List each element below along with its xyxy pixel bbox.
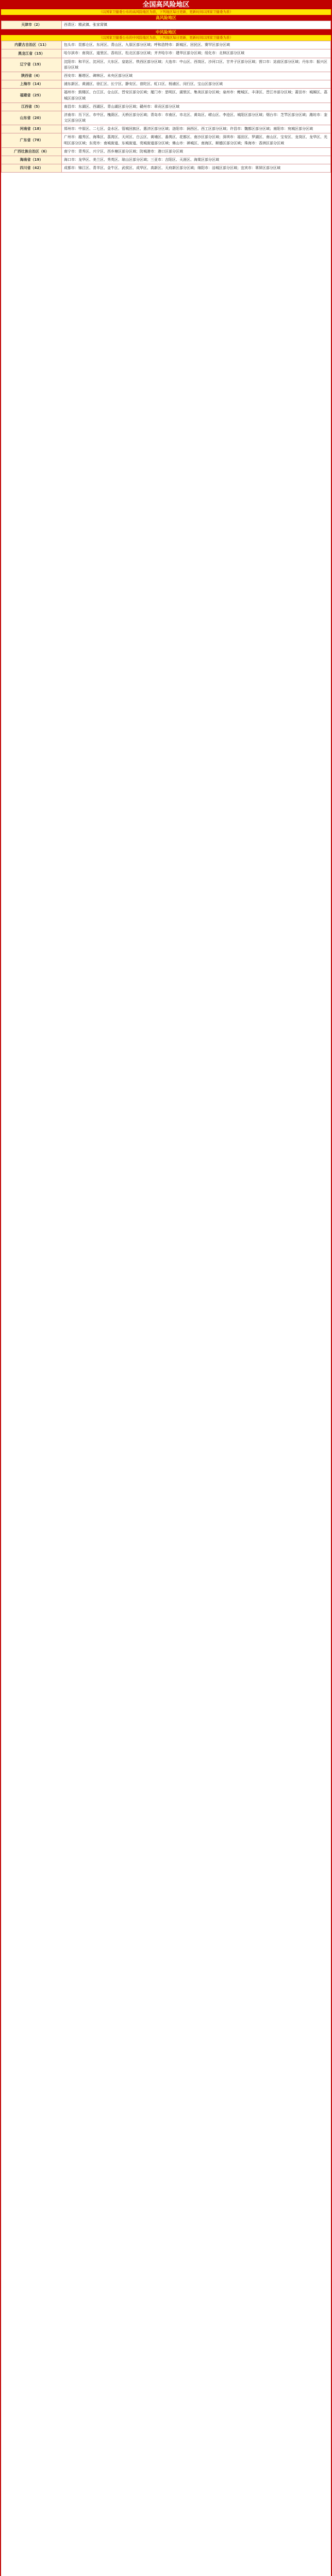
province-cell: 江西省（5） <box>2 103 62 111</box>
table-row <box>2 156 331 164</box>
table-row <box>2 80 331 89</box>
province-cell: 天津市（2） <box>2 21 62 29</box>
high-risk-table <box>1 21 331 29</box>
province-cell: 四川省（42） <box>2 164 62 173</box>
table-row <box>2 147 331 156</box>
table-row <box>2 89 331 103</box>
table-row <box>2 125 331 133</box>
area-detail-cell: 西安市：雁塔区、碑林区、未央区部分区域 <box>62 72 331 80</box>
province-cell: 辽宁省（19） <box>2 58 62 72</box>
table-row <box>2 72 331 80</box>
province-cell: 福建省（25） <box>2 89 62 103</box>
area-detail-cell: 郑州市：中原区、二七区、金水区、管城回族区、惠济区部分区域；洛阳市：涧西区、西工区部分区域；许昌市：魏都区部分区域；南阳市：宛城区部分区域 <box>62 125 331 133</box>
area-detail-cell: 南宁市：青秀区、兴宁区、西乡塘区部分区域；防城港市：港口区部分区域 <box>62 147 331 156</box>
table-row <box>2 111 331 125</box>
high-risk-notice: （以国家卫健委公布的高风险地区为准，下列地区每日更新，更新时间以国家卫健委为准） <box>1 9 331 15</box>
table-row <box>2 58 331 72</box>
area-detail-cell: 包头市：昆都仑区、东河区、青山区、九原区部分区域；呼和浩特市：新城区、回民区、赛罕区部分区域 <box>62 41 331 49</box>
province-cell: 内蒙古自治区（11） <box>2 41 62 49</box>
province-cell: 广西壮族自治区（6） <box>2 147 62 156</box>
page-title: 全国高风险地区 <box>1 1 331 9</box>
area-detail-cell: 济南市：历下区、市中区、槐荫区、天桥区部分区域；青岛市：市南区、市北区、黄岛区、崂山区、李沧区、城阳区部分区域；烟台市：芝罘区部分区域；潍坊市：奎文区部分区域 <box>62 111 331 125</box>
province-cell: 山东省（20） <box>2 111 62 125</box>
mid-risk-section-header: 中风险地区 <box>1 29 331 35</box>
area-detail-cell: 南昌市：东湖区、西湖区、青山湖区部分区域；赣州市：章贡区部分区域 <box>62 103 331 111</box>
area-detail-cell: 西青区：精武镇、张家窝镇 <box>62 21 331 29</box>
area-detail-cell: 成都市：锦江区、青羊区、金牛区、武侯区、成华区、高新区、天府新区部分区域；绵阳市：涪城区部分区域；宜宾市：翠屏区部分区域 <box>62 164 331 173</box>
table-row <box>2 41 331 49</box>
province-cell: 广东省（78） <box>2 133 62 147</box>
area-detail-cell: 福州市：鼓楼区、台江区、仓山区、晋安区部分区域；厦门市：思明区、湖里区、集美区部分区域；泉州市：鲤城区、丰泽区、晋江市部分区域；莆田市：城厢区、荔城区部分区域 <box>62 89 331 103</box>
mid-risk-notice: （以国家卫健委公布的中风险地区为准，下列地区每日更新，更新时间以国家卫健委为准） <box>1 35 331 41</box>
table-row <box>2 133 331 147</box>
province-cell: 上海市（14） <box>2 80 62 89</box>
area-detail-cell: 海口市：龙华区、美兰区、秀英区、琼山区部分区域；三亚市：吉阳区、天涯区、海棠区部分区域 <box>62 156 331 164</box>
table-row <box>2 103 331 111</box>
area-detail-cell: 沈阳市：和平区、沈河区、大东区、皇姑区、铁西区部分区域；大连市：中山区、西岗区、沙河口区、甘井子区部分区域；营口市：站前区部分区域；丹东市：振兴区部分区域 <box>62 58 331 72</box>
table-row <box>2 21 331 29</box>
area-detail-cell: 浦东新区、黄浦区、徐汇区、长宁区、静安区、普陀区、虹口区、杨浦区、闵行区、宝山区部分区域 <box>62 80 331 89</box>
province-cell: 海南省（19） <box>2 156 62 164</box>
province-cell: 陕西省（4） <box>2 72 62 80</box>
table-row <box>2 49 331 58</box>
area-detail-cell: 哈尔滨市：南岗区、道里区、香坊区、松北区部分区域；齐齐哈尔市：建华区部分区域；绥化市：北林区部分区域 <box>62 49 331 58</box>
province-cell: 河南省（18） <box>2 125 62 133</box>
area-detail-cell: 广州市：越秀区、海珠区、荔湾区、天河区、白云区、黄埔区、番禺区、花都区、南沙区部分区域；深圳市：福田区、罗湖区、南山区、宝安区、龙岗区、龙华区、光明区部分区域；东莞市：南城街道、东城街道、莞城街道部分区域；佛山市：禅城区、南海区、顺德区部分区域；珠海市：香洲区部分区域 <box>62 133 331 147</box>
province-cell: 黑龙江省（15） <box>2 49 62 58</box>
mid-risk-table <box>1 41 331 173</box>
table-row <box>2 164 331 173</box>
high-risk-section-header: 高风险地区 <box>1 15 331 21</box>
